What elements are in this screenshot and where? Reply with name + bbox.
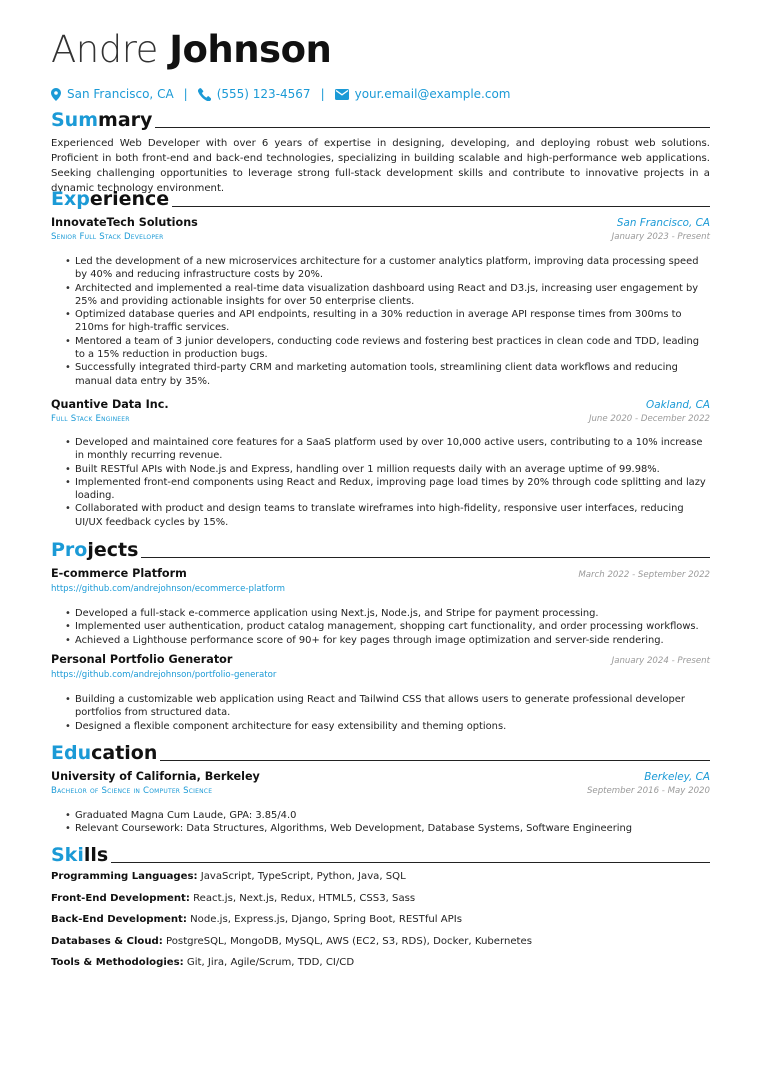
candidate-name <box>51 27 710 73</box>
school-location: Berkeley, CA <box>644 771 710 783</box>
job-bullets <box>65 255 710 388</box>
section-title <box>51 844 108 866</box>
section-rule <box>111 862 710 863</box>
job-header <box>51 398 710 414</box>
email-text: your.email@example.com <box>354 87 511 101</box>
list-item: • Optimized database queries and API endpoints, resulting in a 30% reduction in average API response times from 300ms to 210ms for high-traffic services. <box>65 308 710 335</box>
job-dates: January 2023 - Present <box>611 232 710 242</box>
education-bullets <box>65 809 710 836</box>
job-subheader <box>51 414 710 428</box>
list-item: • Developed a full-stack e-commerce application using Next.js, Node.js, and Stripe for payment processing. <box>65 607 710 620</box>
project-bullets <box>65 607 710 647</box>
experience-heading <box>51 186 710 210</box>
skill-line <box>51 891 710 907</box>
skill-value: Git, Jira, Agile/Scrum, TDD, CI/CD <box>186 957 355 968</box>
project-bullets <box>65 693 710 733</box>
list-item: • Mentored a team of 3 junior developers, conducting code reviews and fostering best practices in clean code and TDD, leading to a 15% reduction in production bugs. <box>65 335 710 362</box>
phone-text: (555) 123-4567 <box>216 87 311 101</box>
section-rule <box>141 557 710 558</box>
contact-line <box>51 84 710 104</box>
phone-icon <box>198 88 217 101</box>
skill-label: Back-End Development: <box>51 914 187 925</box>
project-subheader <box>51 584 710 598</box>
section-title-accent: Pro <box>51 539 88 561</box>
summary-heading <box>51 107 710 131</box>
list-item: • Developed and maintained core features for a SaaS platform used by over 10,000 active users, contributing to a 10% increase in monthly recurring revenue. <box>65 436 710 463</box>
section-title-rest: erience <box>89 188 170 210</box>
list-item: • Led the development of a new microservices architecture for a customer analytics platform, improving data processing speed by 40% and reducing infrastructure costs by 20%. <box>65 255 710 282</box>
list-item: • Collaborated with product and design teams to translate wireframes into high-fidelity, responsive user interfaces, reducing UI/UX feedback cycles by 15%. <box>65 502 710 529</box>
last-name: Johnson <box>169 28 332 71</box>
section-title-rest: jects <box>87 539 139 561</box>
education-header <box>51 770 710 786</box>
contact-separator: | <box>320 87 325 101</box>
school-name: University of California, Berkeley <box>51 770 260 783</box>
section-title-accent: Ski <box>51 844 84 866</box>
list-item: • Architected and implemented a real-time data visualization dashboard using React and D3.js, increasing user engagement by 25% and providing actionable insights for over 50 enterprise clients. <box>65 282 710 309</box>
skill-label: Tools & Methodologies: <box>51 957 184 968</box>
skill-line <box>51 955 710 971</box>
section-title-rest: lls <box>83 844 109 866</box>
project-name: Personal Portfolio Generator <box>51 653 233 666</box>
project-link[interactable]: https://github.com/andrejohnson/ecommerce-platform <box>51 584 286 594</box>
skills-heading <box>51 842 710 866</box>
skill-label: Programming Languages: <box>51 871 198 882</box>
section-title-rest: mary <box>98 109 153 131</box>
location-text: San Francisco, CA <box>67 87 174 101</box>
skill-value: JavaScript, TypeScript, Python, Java, SQL <box>200 871 406 882</box>
contact-email[interactable] <box>335 84 511 104</box>
list-item: • Graduated Magna Cum Laude, GPA: 3.85/4.0 <box>65 809 710 822</box>
list-item: • Successfully integrated third-party CRM and marketing automation tools, streamlining client data workflows and reducing manual data entry by 35%. <box>65 361 710 388</box>
skill-line <box>51 934 710 950</box>
job-bullets <box>65 436 710 529</box>
section-title-rest: cation <box>91 742 158 764</box>
list-item: • Implemented user authentication, product catalog management, shopping cart functionality, and order processing workflows. <box>65 620 710 633</box>
project-dates: January 2024 - Present <box>611 656 710 666</box>
section-rule <box>155 127 710 128</box>
contact-phone[interactable] <box>198 84 311 104</box>
section-title-accent: Exp <box>51 188 90 210</box>
project-dates: March 2022 - September 2022 <box>578 570 710 580</box>
skill-label: Front-End Development: <box>51 893 190 904</box>
job-header <box>51 216 710 232</box>
list-item: • Designed a flexible component architecture for easy extensibility and theming options. <box>65 720 710 733</box>
contact-separator: | <box>183 87 188 101</box>
section-title <box>51 742 157 764</box>
job-role: Full Stack Engineer <box>51 414 130 424</box>
skill-value: Node.js, Express.js, Django, Spring Boot, RESTful APIs <box>190 914 463 925</box>
job-role: Senior Full Stack Developer <box>51 232 164 242</box>
job-location: San Francisco, CA <box>616 217 710 229</box>
job-subheader <box>51 232 710 246</box>
envelope-icon <box>335 89 355 100</box>
company-name: Quantive Data Inc. <box>51 398 169 411</box>
section-rule <box>160 760 710 761</box>
project-header <box>51 653 710 669</box>
skill-value: PostgreSQL, MongoDB, MySQL, AWS (EC2, S3, RDS), Docker, Kubernetes <box>166 936 532 947</box>
section-rule <box>172 206 710 207</box>
list-item: • Achieved a Lighthouse performance score of 90+ for key pages through image optimization and server-side rendering. <box>65 634 710 647</box>
project-header <box>51 567 710 583</box>
section-title <box>51 539 138 561</box>
section-title <box>51 188 169 210</box>
project-subheader <box>51 670 710 684</box>
skill-line <box>51 869 710 885</box>
project-link[interactable]: https://github.com/andrejohnson/portfolio-generator <box>51 670 277 680</box>
list-item: • Built RESTful APIs with Node.js and Express, handling over 1 million requests daily with an average uptime of 99.98%. <box>65 463 710 476</box>
projects-heading <box>51 537 710 561</box>
skill-line <box>51 912 710 928</box>
degree: Bachelor of Science in Computer Science <box>51 786 213 796</box>
skill-value: React.js, Next.js, Redux, HTML5, CSS3, Sass <box>193 893 416 904</box>
contact-location <box>51 84 174 104</box>
list-item: • Implemented front-end components using React and Redux, improving page load times by 20% through code splitting and lazy loading. <box>65 476 710 503</box>
first-name: Andre <box>51 28 158 71</box>
section-title-accent: Sum <box>51 109 99 131</box>
project-name: E-commerce Platform <box>51 567 187 580</box>
section-title <box>51 109 152 131</box>
list-item: • Relevant Coursework: Data Structures, Algorithms, Web Development, Database Systems, Software Engineering <box>65 822 710 835</box>
company-name: InnovateTech Solutions <box>51 216 198 229</box>
map-pin-icon <box>51 88 67 101</box>
summary-text: Experienced Web Developer with over 6 years of expertise in designing, developing, and deploying robust web solutions. Proficient in both front-end and back-end technologies, specializing in building scalable and high-performance web applications. Seeking challenging opportunities to leverage strong full-stack development skills and contribute to innovative projects in a dynamic technology environment. <box>51 138 710 194</box>
education-heading <box>51 740 710 764</box>
section-title-accent: Edu <box>51 742 92 764</box>
skill-label: Databases & Cloud: <box>51 936 163 947</box>
list-item: • Building a customizable web application using React and Tailwind CSS that allows users to generate professional developer portfolios from structured data. <box>65 693 710 720</box>
job-location: Oakland, CA <box>646 399 710 411</box>
education-dates: September 2016 - May 2020 <box>586 786 710 796</box>
job-dates: June 2020 - December 2022 <box>588 414 710 424</box>
education-subheader <box>51 786 710 800</box>
